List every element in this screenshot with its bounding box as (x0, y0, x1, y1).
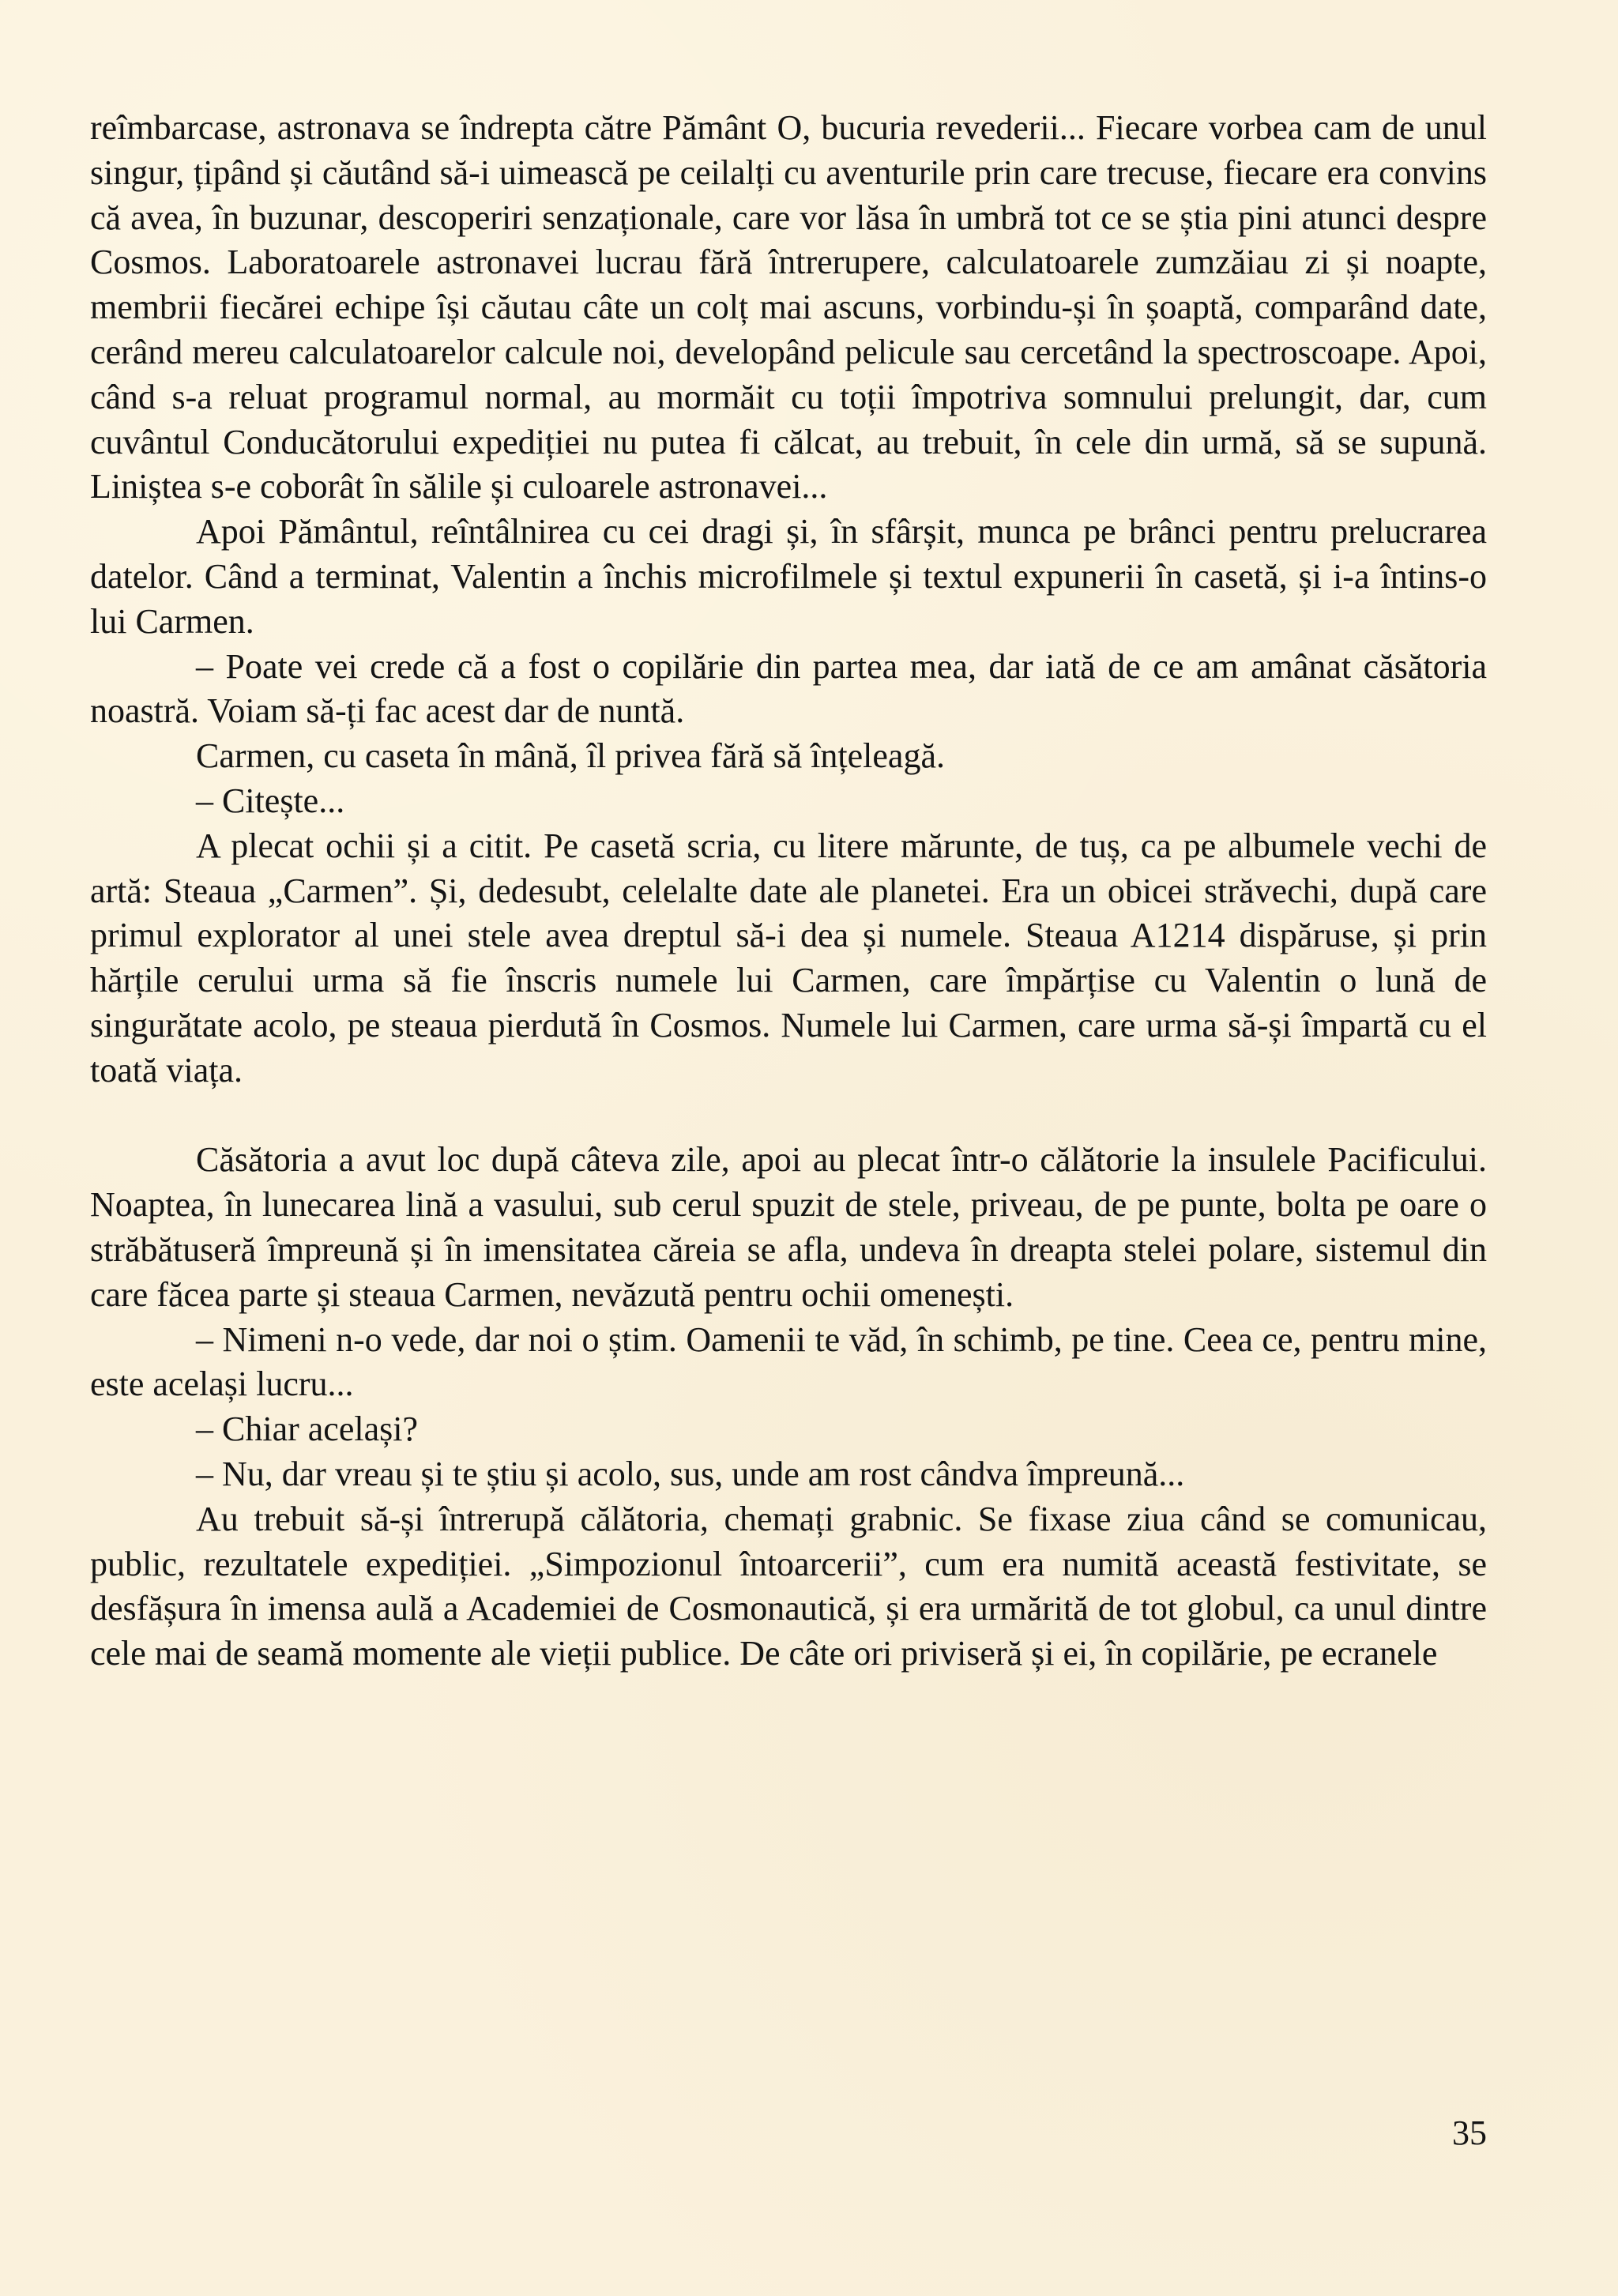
page-number: 35 (1452, 2113, 1487, 2152)
paragraph-1: reîmbarcase, astronava se îndrepta către Pământ O, bucuria revederii... Fiecare vorbea cam de unul singur, țipând și căutând să-i uimească pe ceilalți cu aventurile prin care trecuse, fiecare era convins că avea, în buzunar, descoperiri senzaționale, care vor lăsa în umbră tot ce se știa pini atunci despre Cosmos. Laboratoarele astronavei lucrau fără întrerupere, calculatoarele zumzăiau zi și noapte, membrii fiecărei echipe își căutau câte un colț mai ascuns, vorbindu-și în șoaptă, comparând date, cerând mereu calculatoarelor calcule noi, developând pelicule sau cercetând la spectroscoape. Apoi, când s-a reluat programul normal, au mormăit cu toții împotriva somnului prelungit, dar, cum cuvântul Conducătorului expediției nu putea fi călcat, au trebuit, în cele din urmă, să se supună. Liniștea s-e coborât în sălile și culoarele astronavei... (90, 108, 1487, 506)
paragraph-3-dialogue: – Poate vei crede că a fost o copilărie din partea mea, dar iată de ce am amânat căsătoria noastră. Voiam să-ți fac acest dar de nuntă. (90, 646, 1487, 731)
paragraph-5-dialogue: – Citește... (196, 781, 345, 820)
paragraph-10-dialogue: – Nu, dar vreau și te știu și acolo, sus, unde am rost cândva împreună... (196, 1454, 1185, 1493)
paragraph-7: Căsătoria a avut loc după câteva zile, apoi au plecat într-o călătorie la insulele Pacificului. Noaptea, în lunecarea lină a vasului, sub cerul spuzit de stele, priveau, de pe punte, bolta pe oare o străbătuseră împreună și în imensitatea căreia se afla, undeva în dreapta stelei polare, sistemul din care făcea parte și steaua Carmen, nevăzută pentru ochii omenești. (90, 1140, 1487, 1314)
paragraph-2: Apoi Pământul, reîntâlnirea cu cei dragi și, în sfârșit, munca pe brânci pentru prelucrarea datelor. Când a terminat, Valentin a închis microfilmele și textul expunerii în casetă, și i-a întins-o lui Carmen. (90, 512, 1487, 641)
paragraph-4: Carmen, cu caseta în mână, îl privea fără să înțeleagă. (196, 736, 945, 776)
page-body (90, 106, 1487, 1677)
paragraph-6: A plecat ochii și a citit. Pe casetă scria, cu litere mărunte, de tuș, ca pe albumele vechi de artă: Steaua „Carmen”. Și, dedesubt, celelalte date ale planetei. Era un obicei străvechi, după care primul explorator al unei stele avea dreptul să-i dea și numele. Steaua A1214 dispăruse, și prin hărțile cerului urma să fie înscris numele lui Carmen, care împărțise cu Valentin o lună de singurătate acolo, pe steaua pierdută în Cosmos. Numele lui Carmen, care urma să-și împartă cu el toată viața. (90, 826, 1487, 1090)
paragraph-9-dialogue: – Chiar același? (196, 1410, 418, 1449)
paragraph-11: Au trebuit să-și întrerupă călătoria, chemați grabnic. Se fixase ziua când se comunicau, public, rezultatele expediției. „Simpozionul întoarcerii”, cum era numită această festivitate, se desfășura în imensa aulă a Academiei de Cosmonautică, și era urmărită de tot globul, ca unul dintre cele mai de seamă momente ale vieții publice. De câte ori priviseră și ei, în copilărie, pe ecranele (90, 1499, 1487, 1673)
paragraph-8-dialogue: – Nimeni n-o vede, dar noi o știm. Oamenii te văd, în schimb, pe tine. Ceea ce, pentru mine, este același lucru... (90, 1319, 1487, 1404)
